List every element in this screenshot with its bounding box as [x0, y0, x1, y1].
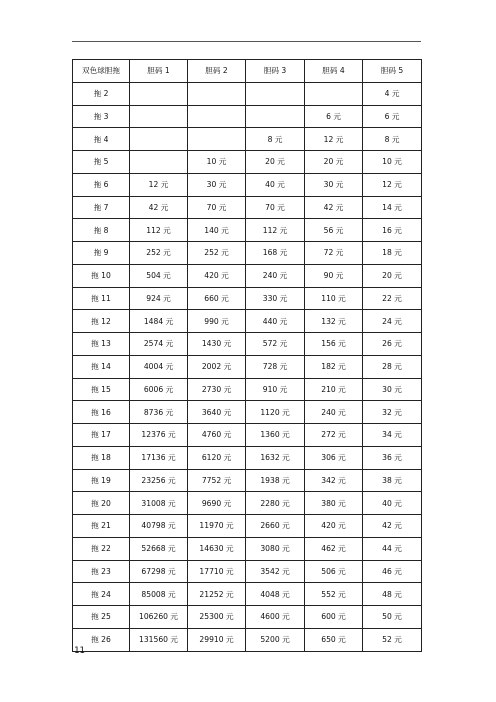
- table-body: [73, 82, 422, 651]
- table-cell: 6 元: [305, 105, 363, 128]
- table-row: [73, 196, 422, 219]
- row-label-cell: 拖 26: [73, 628, 130, 651]
- table-cell: [130, 128, 188, 151]
- table-row: [73, 515, 422, 538]
- table-cell: 1430 元: [188, 333, 246, 356]
- table-cell: 29910 元: [188, 628, 246, 651]
- row-label-cell: 拖 19: [73, 469, 130, 492]
- table-cell: 240 元: [305, 401, 363, 424]
- table-cell: 8 元: [363, 128, 422, 151]
- table-row: [73, 469, 422, 492]
- column-header: 胆码 5: [363, 60, 422, 83]
- table-row: [73, 537, 422, 560]
- table-row: [73, 173, 422, 196]
- table-cell: 6120 元: [188, 446, 246, 469]
- table-cell: 32 元: [363, 401, 422, 424]
- row-label-cell: 拖 10: [73, 264, 130, 287]
- table-cell: 156 元: [305, 333, 363, 356]
- table-cell: [246, 82, 305, 105]
- table-cell: 650 元: [305, 628, 363, 651]
- table-cell: [188, 128, 246, 151]
- table-row: [73, 378, 422, 401]
- table-cell: 20 元: [305, 151, 363, 174]
- table-row: [73, 264, 422, 287]
- lottery-cost-table: [72, 59, 422, 652]
- table-row: [73, 424, 422, 447]
- table-row: [73, 310, 422, 333]
- table-cell: 210 元: [305, 378, 363, 401]
- table-row: [73, 82, 422, 105]
- table-cell: 1938 元: [246, 469, 305, 492]
- table-cell: 112 元: [130, 219, 188, 242]
- table-cell: 420 元: [305, 515, 363, 538]
- row-label-cell: 拖 14: [73, 355, 130, 378]
- table-cell: 420 元: [188, 264, 246, 287]
- table-cell: 1632 元: [246, 446, 305, 469]
- row-label-cell: 拖 25: [73, 606, 130, 629]
- table-cell: [130, 151, 188, 174]
- table-cell: [246, 105, 305, 128]
- table-cell: 924 元: [130, 287, 188, 310]
- table-cell: 40798 元: [130, 515, 188, 538]
- table-cell: 504 元: [130, 264, 188, 287]
- table-cell: 10 元: [188, 151, 246, 174]
- table-cell: 67298 元: [130, 560, 188, 583]
- table-cell: 42 元: [363, 515, 422, 538]
- table-cell: 23256 元: [130, 469, 188, 492]
- table-cell: 12 元: [130, 173, 188, 196]
- table-cell: 1484 元: [130, 310, 188, 333]
- row-label-cell: 拖 5: [73, 151, 130, 174]
- row-label-cell: 拖 3: [73, 105, 130, 128]
- column-header: 胆码 4: [305, 60, 363, 83]
- table-cell: 252 元: [188, 242, 246, 265]
- table-row: [73, 333, 422, 356]
- table-cell: 52 元: [363, 628, 422, 651]
- table-cell: 18 元: [363, 242, 422, 265]
- table-cell: 44 元: [363, 537, 422, 560]
- row-label-cell: 拖 7: [73, 196, 130, 219]
- table-cell: 572 元: [246, 333, 305, 356]
- row-label-cell: 拖 24: [73, 583, 130, 606]
- table-cell: 12376 元: [130, 424, 188, 447]
- table-row: [73, 606, 422, 629]
- table-cell: 4004 元: [130, 355, 188, 378]
- table-cell: 17136 元: [130, 446, 188, 469]
- table-cell: 2280 元: [246, 492, 305, 515]
- table-cell: 4 元: [363, 82, 422, 105]
- table-cell: 131560 元: [130, 628, 188, 651]
- table-cell: 48 元: [363, 583, 422, 606]
- table-cell: 6006 元: [130, 378, 188, 401]
- table-cell: 2660 元: [246, 515, 305, 538]
- table-cell: 40 元: [363, 492, 422, 515]
- table-cell: 30 元: [363, 378, 422, 401]
- table-row: [73, 355, 422, 378]
- table-cell: 9690 元: [188, 492, 246, 515]
- table-cell: 24 元: [363, 310, 422, 333]
- table-cell: 70 元: [188, 196, 246, 219]
- table-cell: 3080 元: [246, 537, 305, 560]
- table-cell: 306 元: [305, 446, 363, 469]
- table-cell: 4600 元: [246, 606, 305, 629]
- table-cell: 12 元: [363, 173, 422, 196]
- table-cell: 8736 元: [130, 401, 188, 424]
- table-row: [73, 446, 422, 469]
- column-header: 双色球胆拖: [73, 60, 130, 83]
- table-cell: 90 元: [305, 264, 363, 287]
- table-cell: 2730 元: [188, 378, 246, 401]
- table-row: [73, 401, 422, 424]
- table-cell: 240 元: [246, 264, 305, 287]
- row-label-cell: 拖 22: [73, 537, 130, 560]
- table-cell: 42 元: [305, 196, 363, 219]
- table-cell: 8 元: [246, 128, 305, 151]
- table-cell: 26 元: [363, 333, 422, 356]
- table-cell: 40 元: [246, 173, 305, 196]
- row-label-cell: 拖 18: [73, 446, 130, 469]
- table-cell: [188, 105, 246, 128]
- table-cell: [130, 82, 188, 105]
- table-cell: 5200 元: [246, 628, 305, 651]
- row-label-cell: 拖 12: [73, 310, 130, 333]
- table-cell: [188, 82, 246, 105]
- table-cell: 660 元: [188, 287, 246, 310]
- row-label-cell: 拖 8: [73, 219, 130, 242]
- table-cell: 1120 元: [246, 401, 305, 424]
- table-cell: 4760 元: [188, 424, 246, 447]
- table-cell: 7752 元: [188, 469, 246, 492]
- row-label-cell: 拖 2: [73, 82, 130, 105]
- table-cell: [305, 82, 363, 105]
- table-cell: 30 元: [188, 173, 246, 196]
- row-label-cell: 拖 20: [73, 492, 130, 515]
- table-cell: 182 元: [305, 355, 363, 378]
- table-cell: 440 元: [246, 310, 305, 333]
- table-cell: 34 元: [363, 424, 422, 447]
- table-cell: 1360 元: [246, 424, 305, 447]
- table-row: [73, 492, 422, 515]
- table-row: [73, 628, 422, 651]
- table-cell: 46 元: [363, 560, 422, 583]
- table-cell: 330 元: [246, 287, 305, 310]
- row-label-cell: 拖 16: [73, 401, 130, 424]
- table-row: [73, 583, 422, 606]
- table-cell: 85008 元: [130, 583, 188, 606]
- table-cell: 20 元: [363, 264, 422, 287]
- table-cell: 6 元: [363, 105, 422, 128]
- table-row: [73, 105, 422, 128]
- table-cell: 56 元: [305, 219, 363, 242]
- table-cell: 272 元: [305, 424, 363, 447]
- row-label-cell: 拖 21: [73, 515, 130, 538]
- table-cell: 910 元: [246, 378, 305, 401]
- table-cell: 28 元: [363, 355, 422, 378]
- row-label-cell: 拖 13: [73, 333, 130, 356]
- table-cell: 506 元: [305, 560, 363, 583]
- table-cell: 11970 元: [188, 515, 246, 538]
- table-cell: 112 元: [246, 219, 305, 242]
- table-cell: 22 元: [363, 287, 422, 310]
- table-cell: 20 元: [246, 151, 305, 174]
- row-label-cell: 拖 6: [73, 173, 130, 196]
- table-cell: 25300 元: [188, 606, 246, 629]
- table-cell: 38 元: [363, 469, 422, 492]
- table-cell: 3640 元: [188, 401, 246, 424]
- table-cell: 110 元: [305, 287, 363, 310]
- table-cell: 17710 元: [188, 560, 246, 583]
- row-label-cell: 拖 23: [73, 560, 130, 583]
- table-cell: 2574 元: [130, 333, 188, 356]
- table-row: [73, 219, 422, 242]
- table-cell: 42 元: [130, 196, 188, 219]
- table-cell: 106260 元: [130, 606, 188, 629]
- table-cell: 4048 元: [246, 583, 305, 606]
- row-label-cell: 拖 11: [73, 287, 130, 310]
- table-cell: 728 元: [246, 355, 305, 378]
- table-cell: 2002 元: [188, 355, 246, 378]
- header-rule: [72, 41, 421, 42]
- table-row: [73, 560, 422, 583]
- column-header: 胆码 2: [188, 60, 246, 83]
- table-cell: 70 元: [246, 196, 305, 219]
- row-label-cell: 拖 4: [73, 128, 130, 151]
- table-cell: 21252 元: [188, 583, 246, 606]
- table-cell: 600 元: [305, 606, 363, 629]
- table-cell: 132 元: [305, 310, 363, 333]
- table-cell: 36 元: [363, 446, 422, 469]
- table-cell: 52668 元: [130, 537, 188, 560]
- table-cell: 72 元: [305, 242, 363, 265]
- table-cell: 252 元: [130, 242, 188, 265]
- table-cell: 168 元: [246, 242, 305, 265]
- table-row: [73, 128, 422, 151]
- table-cell: 14630 元: [188, 537, 246, 560]
- table-cell: [130, 105, 188, 128]
- table-cell: 990 元: [188, 310, 246, 333]
- row-label-cell: 拖 17: [73, 424, 130, 447]
- table-cell: 3542 元: [246, 560, 305, 583]
- column-header: 胆码 1: [130, 60, 188, 83]
- table-header-row: [73, 60, 422, 83]
- table-cell: 380 元: [305, 492, 363, 515]
- table-cell: 50 元: [363, 606, 422, 629]
- table-cell: 16 元: [363, 219, 422, 242]
- table-cell: 30 元: [305, 173, 363, 196]
- table-cell: 342 元: [305, 469, 363, 492]
- column-header: 胆码 3: [246, 60, 305, 83]
- row-label-cell: 拖 15: [73, 378, 130, 401]
- table-row: [73, 151, 422, 174]
- row-label-cell: 拖 9: [73, 242, 130, 265]
- table-cell: 140 元: [188, 219, 246, 242]
- table-row: [73, 242, 422, 265]
- table-cell: 31008 元: [130, 492, 188, 515]
- table-cell: 14 元: [363, 196, 422, 219]
- table-row: [73, 287, 422, 310]
- table-cell: 10 元: [363, 151, 422, 174]
- page-number: 11: [74, 646, 85, 656]
- table-cell: 462 元: [305, 537, 363, 560]
- table-cell: 552 元: [305, 583, 363, 606]
- table-cell: 12 元: [305, 128, 363, 151]
